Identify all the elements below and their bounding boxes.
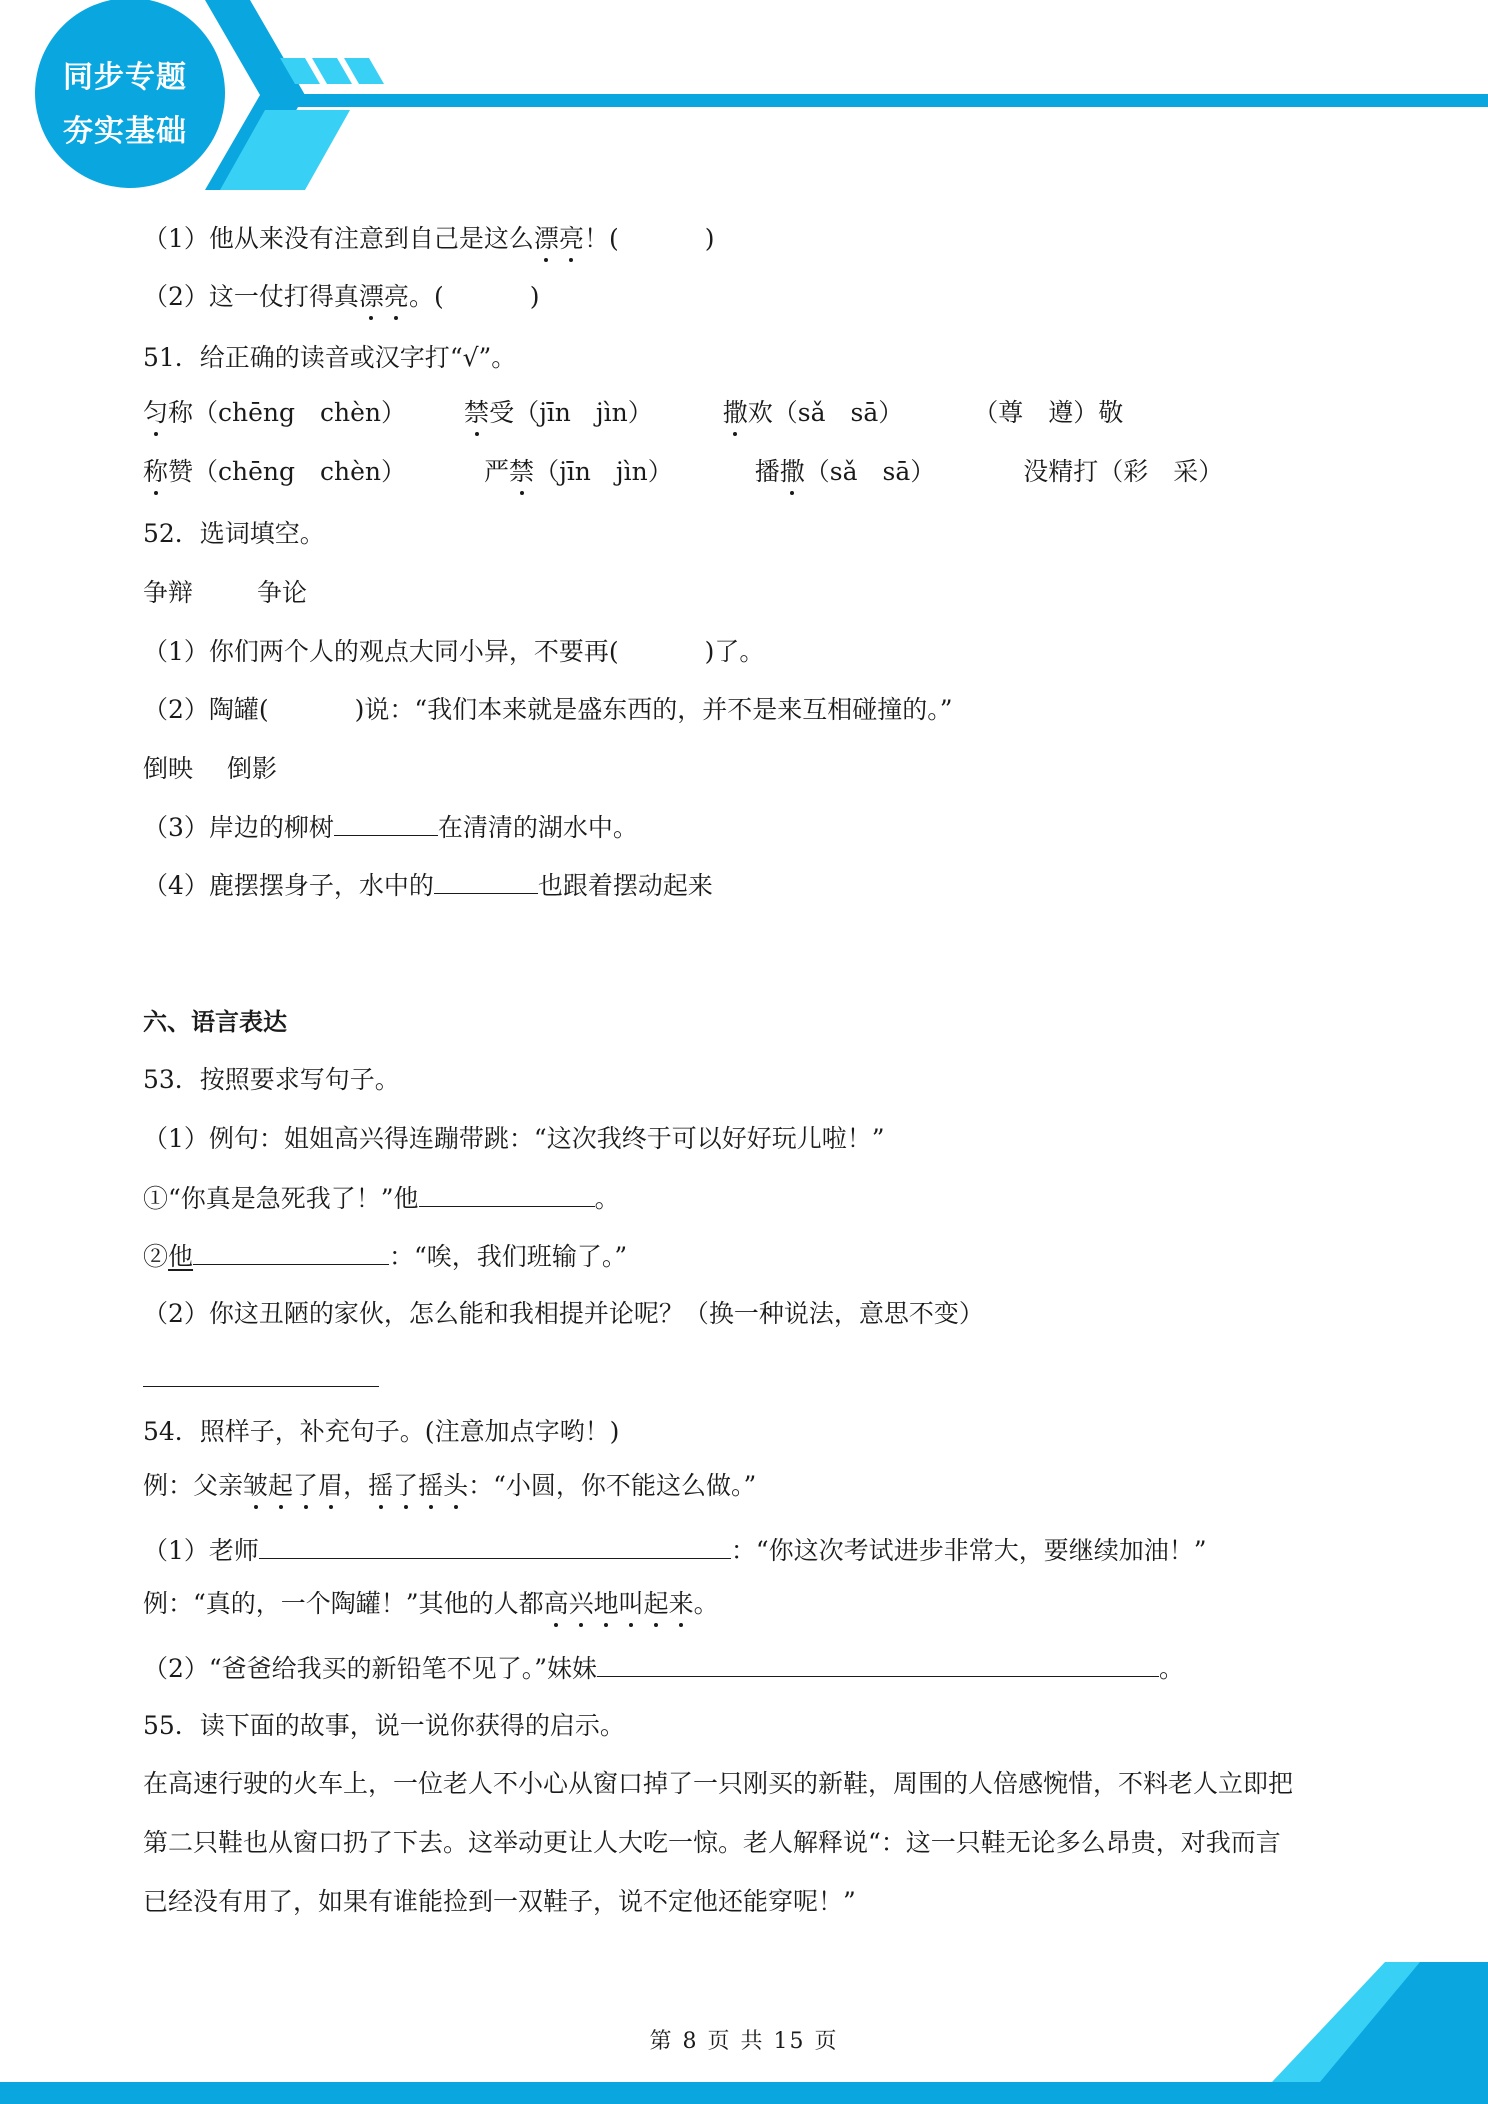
q51-title: 51．给正确的读音或汉字打“√”。 <box>143 343 517 372</box>
q52-item2: （2）陶罐( )说：“我们本来就是盛东西的，并不是来互相碰撞的。” <box>143 695 953 724</box>
q53-item2: （2）你这丑陋的家伙，怎么能和我相提并论呢？（换一种说法，意思不变） <box>143 1299 984 1328</box>
q52-item3: （3）岸边的柳树 在清清的湖水中。 <box>143 813 638 842</box>
answer-blank <box>334 811 438 836</box>
q54-title: 54．照样子，补充句子。(注意加点字哟！) <box>143 1417 620 1446</box>
q52-words1: 争辩 争论 <box>143 578 308 607</box>
q54-item2: （2）“爸爸给我买的新铅笔不见了。”妹妹 。 <box>143 1654 1184 1683</box>
answer-line <box>143 1386 379 1387</box>
q54-example1: 例：父亲皱起了眉，摇了摇头：“小圆，你不能这么做。” <box>143 1471 757 1500</box>
answer-blank <box>597 1652 1159 1677</box>
q55-para2: 第二只鞋也从窗口扔了下去。这举动更让人大吃一惊。老人解释说“：这一只鞋无论多么昂贵，对我而言 <box>143 1828 1281 1857</box>
q53-title: 53．按照要求写句子。 <box>143 1065 400 1094</box>
q50-item1: （1）他从来没有注意到自己是这么漂亮！( ) <box>143 224 715 253</box>
q50-item2: （2）这一仗打得真漂亮。( ) <box>143 282 540 311</box>
q53-item1b: ②他 ：“唉，我们班输了。” <box>143 1242 628 1271</box>
q52-item4: （4）鹿摆摆身子，水中的 也跟着摆动起来 <box>143 871 713 900</box>
q52-item1: （1）你们两个人的观点大同小异，不要再( )了。 <box>143 637 765 666</box>
page-number: 第 8 页 共 15 页 <box>649 2029 839 2054</box>
q55-para3: 已经没有用了，如果有谁能捡到一双鞋子，说不定他还能穿呢！” <box>143 1887 856 1916</box>
q54-item1: （1）老师 ：“你这次考试进步非常大，要继续加油！” <box>143 1536 1207 1565</box>
badge-line1: 同步专题 <box>63 60 187 95</box>
q55-title: 55．读下面的故事，说一说你获得的启示。 <box>143 1711 625 1740</box>
header-banner <box>0 0 1488 200</box>
q55-para1: 在高速行驶的火车上，一位老人不小心从窗口掉了一只刚买的新鞋，周围的人倍感惋惜，不料老人立即把 <box>143 1769 1294 1798</box>
q51-row2: 称赞（chēng chèn） 严禁（jīn jìn） 播撒（sǎ sā） 没精打（彩 采） <box>143 457 1224 486</box>
answer-blank <box>419 1182 595 1207</box>
q52-words2: 倒映 倒影 <box>143 754 278 783</box>
q52-title: 52．选词填空。 <box>143 519 325 548</box>
answer-blank <box>259 1534 731 1559</box>
answer-blank <box>193 1240 389 1265</box>
q53-example: （1）例句：姐姐高兴得连蹦带跳：“这次我终于可以好好玩儿啦！” <box>143 1124 885 1153</box>
badge-line2: 夯实基础 <box>63 114 187 149</box>
q51-row1: 匀称（chēng chèn） 禁受（jīn jìn） 撒欢（sǎ sā） （尊 遵）敬 <box>143 398 1124 427</box>
q53-item1a: ①“你真是急死我了！”他 。 <box>143 1184 620 1213</box>
q54-example2: 例：“真的，一个陶罐！”其他的人都高兴地叫起来。 <box>143 1589 719 1618</box>
answer-blank <box>434 869 538 894</box>
section-heading: 六、语言表达 <box>143 1008 287 1036</box>
